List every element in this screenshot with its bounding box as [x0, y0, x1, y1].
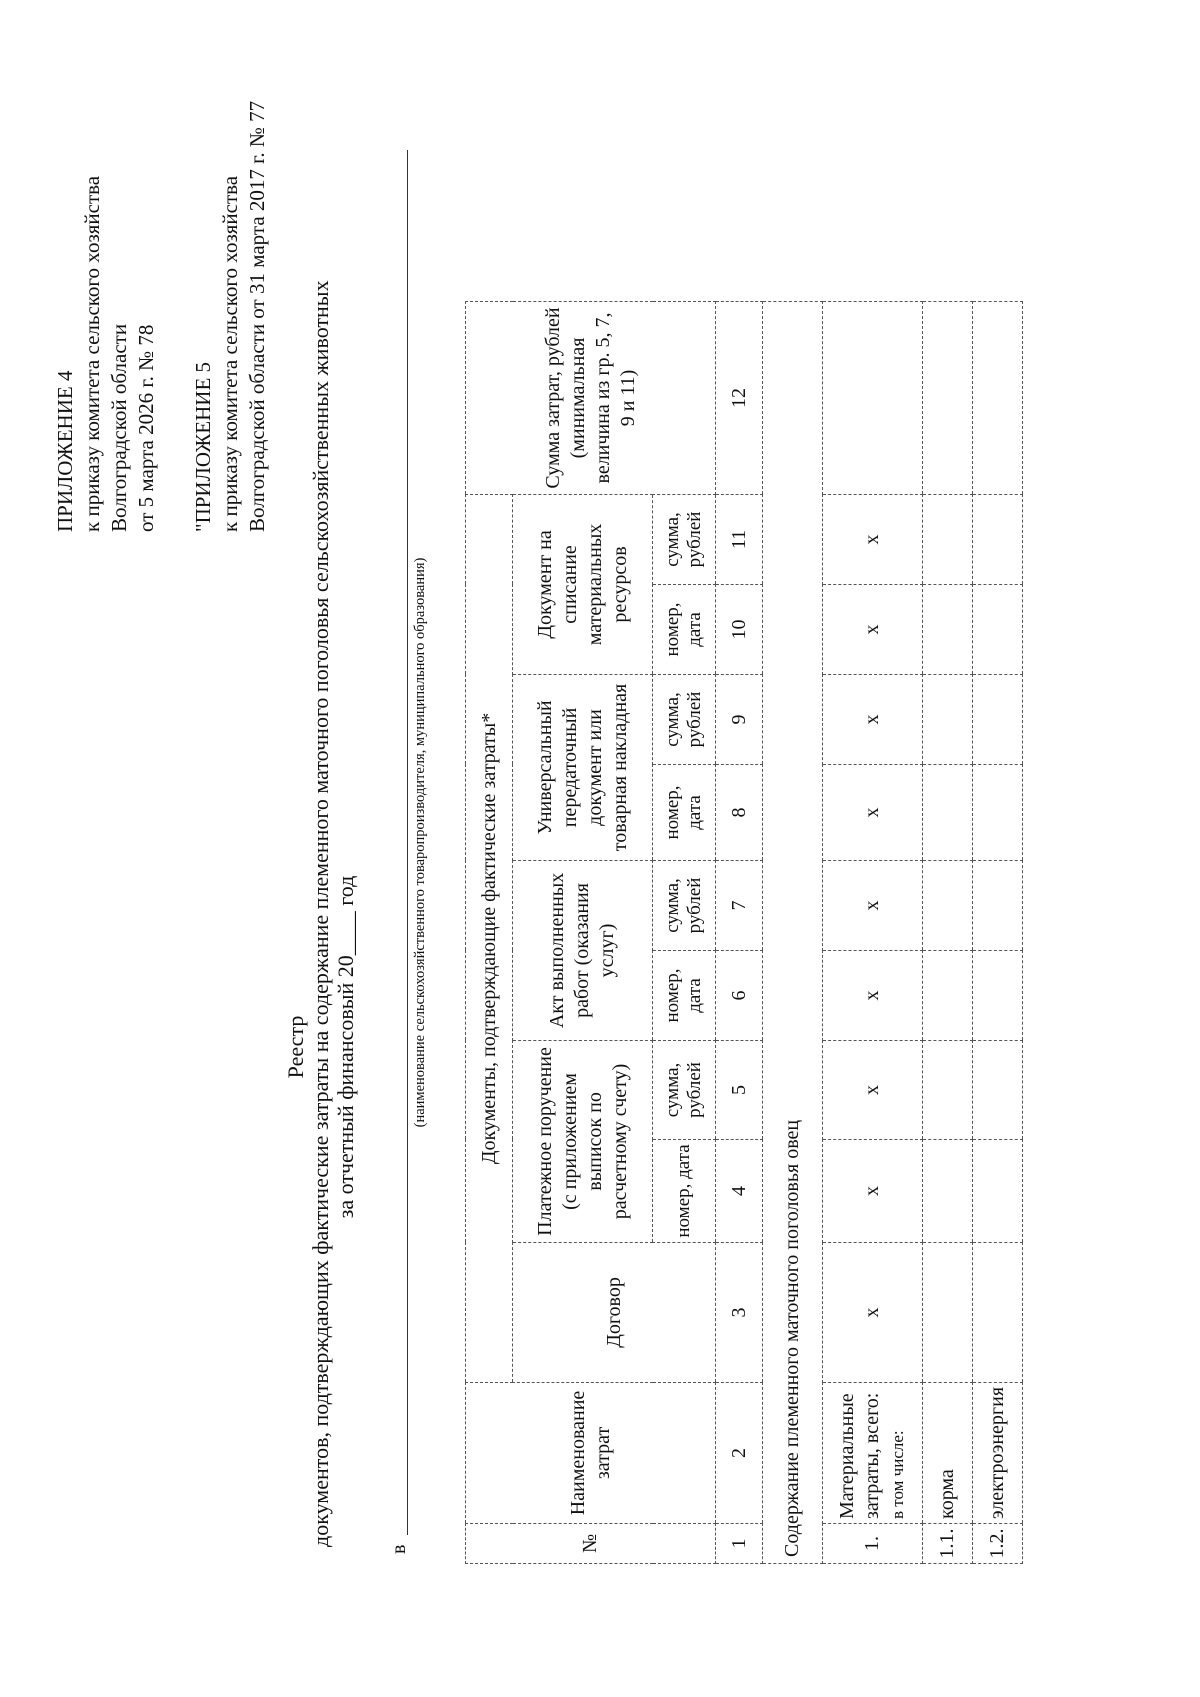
column-number-cell: 11 [716, 494, 763, 584]
appendix-header-5 [190, 101, 271, 532]
table-cell [823, 301, 923, 494]
table-cell[interactable] [923, 494, 973, 584]
table-cell[interactable] [973, 1040, 1023, 1139]
column-number-cell: 1 [716, 1524, 763, 1564]
row-cost-name-text: Материальные затраты, всего: [836, 1392, 883, 1519]
table-cell[interactable] [973, 950, 1023, 1040]
subheader-number-date: номер, дата [653, 764, 716, 860]
row-number: 1. [823, 1524, 923, 1564]
column-number-cell: 8 [716, 764, 763, 860]
appendix-header-4-line1: ПРИЛОЖЕНИЕ 4 [53, 370, 77, 532]
table-cell[interactable] [973, 494, 1023, 584]
appendix-header-4-line2: к приказу комитета сельского хозяйства [80, 175, 104, 532]
table-cell: х [823, 1139, 923, 1242]
column-number-cell: 9 [716, 674, 763, 764]
header-cost-name: Наименование затрат [466, 1382, 716, 1523]
header-number: № [466, 1524, 716, 1564]
table-cell[interactable] [973, 584, 1023, 674]
header-contract: Договор [513, 1242, 716, 1382]
fill-in-line[interactable] [407, 150, 408, 1535]
table-cell[interactable] [923, 860, 973, 950]
table-cell[interactable] [973, 764, 1023, 860]
table-cell: х [823, 1040, 923, 1139]
appendix-header-4 [52, 176, 160, 532]
column-number-cell: 4 [716, 1139, 763, 1242]
appendix-header-5-line3: Волгоградской области от 31 марта 2017 г. № 77 [245, 100, 269, 532]
table-cell[interactable] [923, 1040, 973, 1139]
table-cell: х [823, 860, 923, 950]
row-number: 1.1. [923, 1524, 973, 1564]
column-number-cell: 3 [716, 1242, 763, 1382]
column-number-cell: 10 [716, 584, 763, 674]
subheader-number-date: номер, дата [653, 1139, 716, 1242]
subheader-number-date: номер, дата [653, 584, 716, 674]
column-number-cell: 7 [716, 860, 763, 950]
header-payment-order: Платежное поручение (с приложением выписок по расчетному счету) [513, 1040, 653, 1242]
row-cost-name: электроэнергия [973, 1382, 1023, 1523]
row-cost-name-note: в том числе: [888, 1430, 907, 1519]
table-cell: х [823, 674, 923, 764]
table-cell: х [823, 1242, 923, 1382]
header-sum: Сумма затрат, рублей (минимальная величина из гр. 5, 7, 9 и 11) [466, 301, 716, 494]
fill-in-caption: (наименование сельскохозяйственного товаропроизводителя, муниципального образования) [412, 557, 428, 1128]
header-act: Акт выполненных работ (оказания услуг) [513, 860, 653, 1040]
section-title: Содержание племенного маточного поголовья овец [763, 301, 823, 1563]
table-cell: х [823, 494, 923, 584]
table-cell: х [823, 950, 923, 1040]
table-cell[interactable] [973, 1242, 1023, 1382]
table-cell[interactable] [923, 1242, 973, 1382]
column-number-cell: 6 [716, 950, 763, 1040]
header-writeoff: Документ на списание материальных ресурсов [513, 494, 653, 674]
document-title-line1: Реестр [283, 1015, 308, 1079]
table-cell[interactable] [923, 584, 973, 674]
subheader-amount: сумма, рублей [653, 674, 716, 764]
table-cell: х [823, 764, 923, 860]
table-cell: х [823, 584, 923, 674]
document-title [283, 280, 358, 1547]
row-cost-name: корма [923, 1382, 973, 1523]
table-cell[interactable] [973, 1139, 1023, 1242]
column-number-cell: 5 [716, 1040, 763, 1139]
appendix-header-5-line1: "ПРИЛОЖЕНИЕ 5 [191, 361, 215, 532]
subheader-number-date: номер, дата [653, 950, 716, 1040]
table-cell[interactable] [923, 764, 973, 860]
column-number-cell: 12 [716, 301, 763, 494]
table-cell[interactable] [923, 674, 973, 764]
registry-table [465, 301, 1023, 1564]
subheader-amount: сумма, рублей [653, 1040, 716, 1139]
table-cell[interactable] [923, 950, 973, 1040]
subheader-amount: сумма, рублей [653, 494, 716, 584]
appendix-header-5-line2: к приказу комитета сельского хозяйства [218, 175, 242, 532]
table-cell[interactable] [973, 674, 1023, 764]
table-cell[interactable] [923, 301, 973, 494]
table-cell[interactable] [973, 301, 1023, 494]
blank-prefix: в [388, 1544, 410, 1554]
header-upd: Универсальный передаточный документ или товарная накладная [513, 674, 653, 860]
row-number: 1.2. [973, 1524, 1023, 1564]
appendix-header-4-line4: от 5 марта 2026 г. № 78 [134, 324, 158, 532]
document-title-line3: за отчетный финансовый 20____ год [333, 875, 358, 1219]
table-cell[interactable] [923, 1139, 973, 1242]
document-title-line2: документов, подтверждающих фактические затраты на содержание племенного маточного поголовья сельскохозяйственных животных [308, 280, 333, 1547]
header-documents-group: Документы, подтверждающие фактические затраты* [466, 494, 513, 1382]
row-cost-name [823, 1382, 923, 1523]
column-number-cell: 2 [716, 1382, 763, 1523]
table-cell[interactable] [973, 860, 1023, 950]
appendix-header-4-line3: Волгоградской области [107, 323, 131, 532]
subheader-amount: сумма, рублей [653, 860, 716, 950]
